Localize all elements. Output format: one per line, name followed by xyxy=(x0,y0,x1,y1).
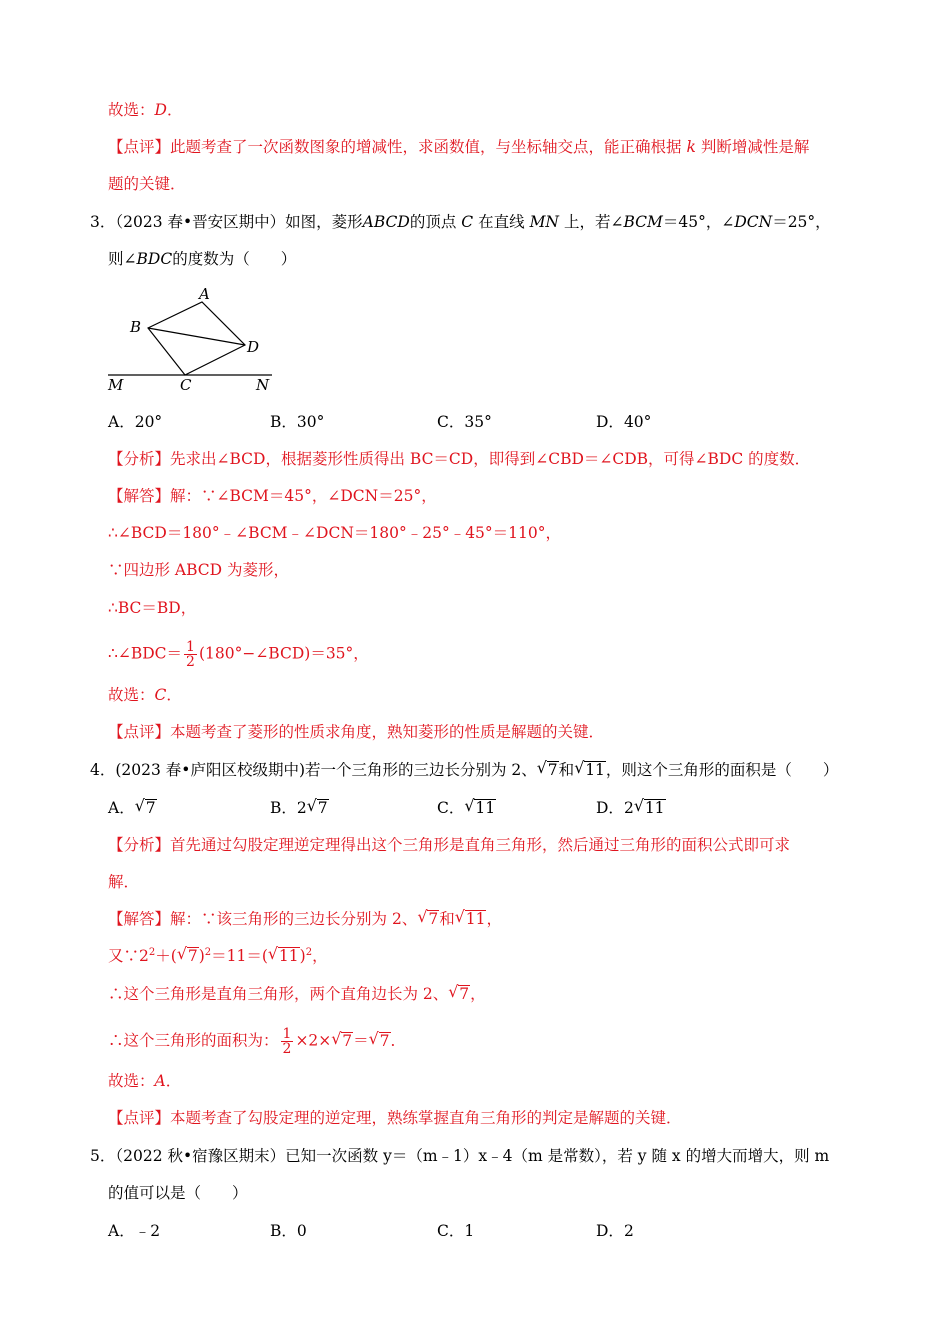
q3-analysis: 【分析】先求出∠BCD，根据菱形性质得出 BC＝CD，即得到∠CBD＝∠CDB，可得∠BDC 的度数． xyxy=(108,450,811,468)
q2-choice: 故选：D． xyxy=(108,101,183,119)
q4-option-a[interactable]: A．√ 7 xyxy=(108,797,157,819)
sqrt-11: √ 11 xyxy=(575,759,606,781)
fraction-half: $\frac{1}{2}$ xyxy=(186,639,195,670)
q4-option-c[interactable]: C．√ 11 xyxy=(437,797,496,819)
label-d: D xyxy=(247,338,260,356)
q5-option-b[interactable]: B．0 xyxy=(270,1222,307,1240)
q3-solution-l1: 【解答】解：∵∠BCM＝45°，∠DCN＝25°， xyxy=(108,487,437,505)
q3-option-b[interactable]: B．30° xyxy=(270,413,325,431)
q2-comment: 【点评】此题考查了一次函数图象的增减性，求函数值，与坐标轴交点，能正确根据 k 判断增减性是解 xyxy=(108,138,810,156)
q3-option-c[interactable]: C．35° xyxy=(437,413,492,431)
q4-analysis-cont: 解． xyxy=(108,873,140,891)
label-a: A xyxy=(199,285,210,303)
q4-option-d[interactable]: D．2√ 11 xyxy=(596,797,666,819)
q3-solution-l4: ∴BC＝BD， xyxy=(108,599,197,617)
q3-rhombus-figure xyxy=(100,282,290,397)
q5-option-a[interactable]: A．﹣2 xyxy=(108,1222,161,1240)
rhombus-abcd xyxy=(148,302,245,375)
q3-solution-l3: ∵四边形 ABCD 为菱形， xyxy=(108,561,290,579)
q4-option-b[interactable]: B．2√ 7 xyxy=(270,797,329,819)
q3-stem-line1: 3．（2023 春•晋安区期中）如图，菱形ABCD的顶点 C 在直线 MN 上，若∠BCM＝45°，∠DCN＝25°， xyxy=(90,213,831,231)
q4-choice: 故选：A． xyxy=(108,1072,182,1090)
q3-choice: 故选：C． xyxy=(108,686,182,704)
label-b: B xyxy=(130,318,142,336)
q5-option-c[interactable]: C．1 xyxy=(437,1222,475,1240)
q4-comment: 【点评】本题考查了勾股定理的逆定理，熟练掌握直角三角形的判定是解题的关键． xyxy=(108,1109,682,1127)
q4-solution-l2: 又$\because 2^2+(√$ 7)$^2$＝11＝(√ 11)$^2$， xyxy=(108,945,328,967)
label-c: C xyxy=(180,376,192,394)
q4-solution-l3: ∴这个三角形是直角三角形，两个直角边长为 2、√ 7， xyxy=(108,983,486,1005)
q3-solution-l5: ∴∠BDC＝ $\frac{1}{2}$ (180°−∠BCD)＝35°， xyxy=(108,639,369,670)
sqrt-7: √ 7 xyxy=(538,759,559,781)
q4-solution-l1: 【解答】解：∵该三角形的三边长分别为 2、√ 7和√ 11， xyxy=(108,908,502,930)
q3-option-a[interactable]: A．20° xyxy=(108,413,163,431)
label-n: N xyxy=(256,376,270,394)
q5-stem-line2: 的值可以是（ ） xyxy=(108,1184,248,1202)
label-m: M xyxy=(108,376,124,394)
q4-stem: 4．(2023 春•庐阳区校级期中)若一个三角形的三边长分别为 2、√ 7和√ 11，则这个三角形的面积是（ ） xyxy=(90,759,838,781)
q5-stem-line1: 5．（2022 秋•宿豫区期末）已知一次函数 y＝（m﹣1）x﹣4（m 是常数），若 y 随 x 的增大而增大，则 m xyxy=(90,1147,830,1165)
q5-option-d[interactable]: D．2 xyxy=(596,1222,634,1240)
q4-analysis: 【分析】首先通过勾股定理逆定理得出这个三角形是直角三角形，然后通过三角形的面积公式即可求 xyxy=(108,836,791,854)
q2-comment-cont: 题的关键． xyxy=(108,175,186,193)
q3-comment: 【点评】本题考查了菱形的性质求角度，熟知菱形的性质是解题的关键． xyxy=(108,723,605,741)
q3-solution-l2: ∴∠BCD＝180°﹣∠BCM﹣∠DCN＝180°﹣25°﹣45°＝110°， xyxy=(108,524,561,542)
q3-stem-line2: 则∠BDC的度数为（ ） xyxy=(108,250,297,268)
q3-option-d[interactable]: D．40° xyxy=(596,413,652,431)
q4-solution-l4: ∴这个三角形的面积为： $\frac{1}{2}$ ×2×√ 7＝√ 7． xyxy=(108,1027,406,1056)
